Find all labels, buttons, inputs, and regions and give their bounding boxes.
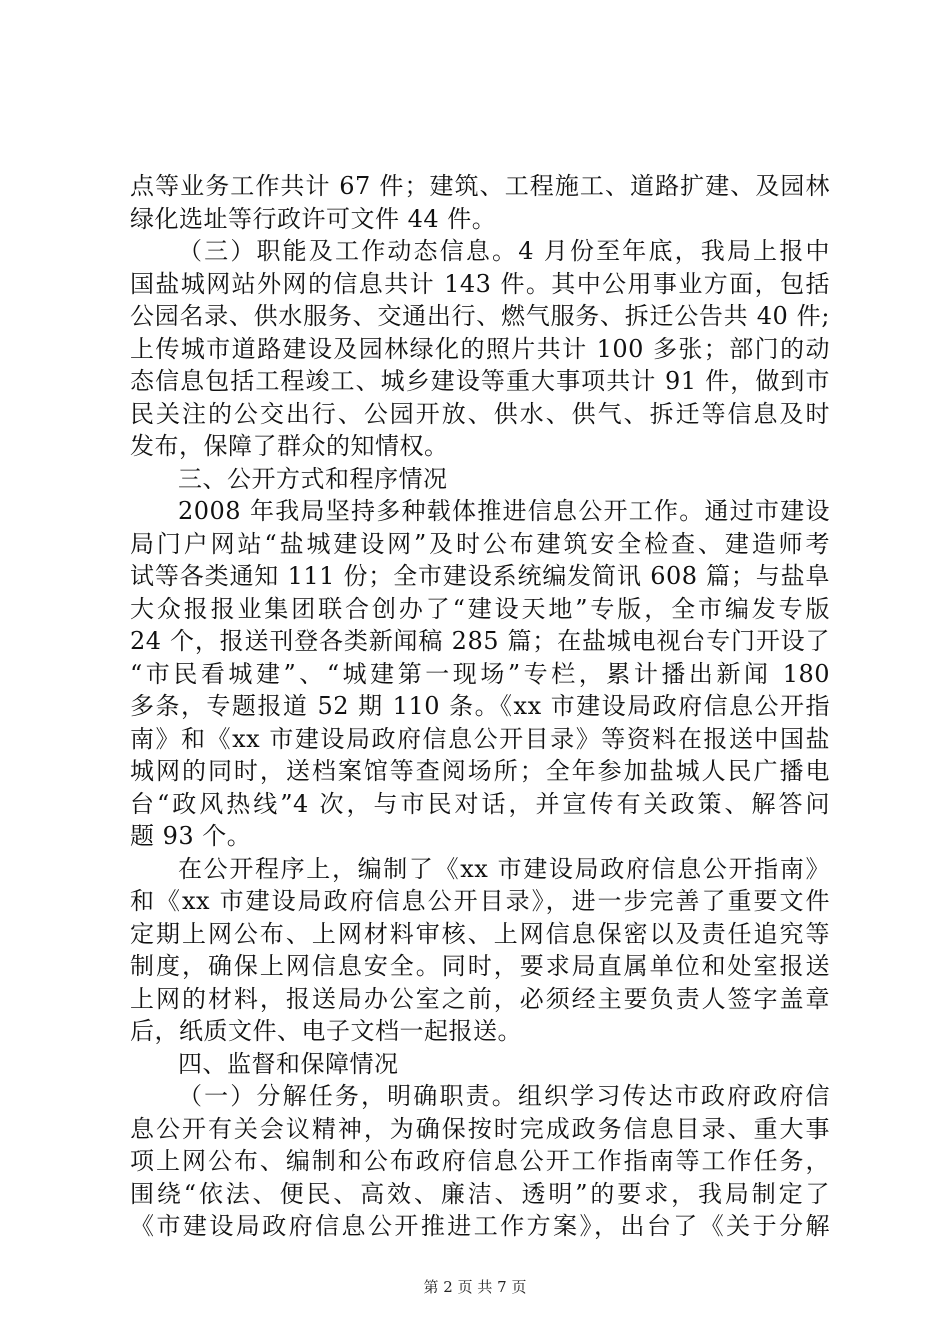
text-line: 后，纸质文件、电子文档一起报送。 — [130, 1017, 522, 1045]
text-line: 公园名录、供水服务、交通出行、燃气服务、拆迁公告共 40 件; — [130, 302, 830, 330]
text-line: “市民看城建”、“城建第一现场”专栏，累计播出新闻 180 — [130, 659, 830, 688]
text-line: 三、公开方式和程序情况 — [178, 464, 448, 493]
text-line: 2008 年我局坚持多种载体推进信息公开工作。通过市建设 — [178, 497, 830, 525]
document-body — [130, 170, 830, 1243]
text-line: 态信息包括工程竣工、城乡建设等重大事项共计 91 件，做到市 — [130, 367, 830, 395]
text-line: （三）职能及工作动态信息。4 月份至年底，我局上报中 — [178, 237, 830, 265]
text-line: 南》和《xx 市建设局政府信息公开目录》等资料在报送中国盐 — [130, 724, 830, 753]
text-line: 试等各类通知 111 份；全市建设系统编发简讯 608 篇；与盐阜 — [130, 562, 830, 590]
text-line: 上网的材料，报送局办公室之前，必须经主要负责人签字盖章 — [130, 984, 830, 1013]
text-line: 城网的同时，送档案馆等查阅场所；全年参加盐城人民广播电 — [130, 757, 830, 785]
text-line: 多条，专题报道 52 期 110 条。《xx 市建设局政府信息公开指 — [130, 692, 830, 720]
text-line: 发布，保障了群众的知情权。 — [130, 432, 449, 460]
text-line: 项上网公布、编制和公布政府信息公开工作指南等工作任务， — [130, 1147, 830, 1175]
text-line: 《市建设局政府信息公开推进工作方案》，出台了《关于分解 — [130, 1212, 830, 1240]
text-line: 局门户网站“盐城建设网”及时公布建筑安全检查、建造师考 — [130, 529, 830, 558]
text-line: （一）分解任务，明确职责。组织学习传达市政府政府信 — [178, 1082, 830, 1110]
text-line: 点等业务工作共计 67 件；建筑、工程施工、道路扩建、及园林 — [130, 172, 830, 200]
text-line: 上传城市道路建设及园林绿化的照片共计 100 多张；部门的动 — [130, 334, 830, 363]
text-line: 大众报报业集团联合创办了“建设天地”专版，全市编发专版 — [130, 594, 830, 623]
text-line: 在公开程序上，编制了《xx 市建设局政府信息公开指南》 — [178, 854, 830, 883]
text-line: 绿化选址等行政许可文件 44 件。 — [130, 204, 497, 233]
text-line: 制度，确保上网信息安全。同时，要求局直属单位和处室报送 — [130, 952, 830, 980]
text-line: 和《xx 市建设局政府信息公开目录》，进一步完善了重要文件 — [130, 887, 830, 915]
text-line: 国盐城网站外网的信息共计 143 件。其中公用事业方面，包括 — [130, 269, 830, 298]
text-line: 题 93 个。 — [130, 822, 252, 850]
page-footer: 第 2 页 共 7 页 — [423, 1278, 527, 1296]
text-line: 四、监督和保障情况 — [178, 1049, 399, 1078]
text-line: 息公开有关会议精神，为确保按时完成政务信息目录、重大事 — [130, 1114, 830, 1143]
text-line: 围绕“依法、便民、高效、廉洁、透明”的要求，我局制定了 — [130, 1179, 830, 1208]
text-line: 台“政风热线”4 次，与市民对话，并宣传有关政策、解答问 — [130, 789, 830, 818]
text-line: 民关注的公交出行、公园开放、供水、供气、拆迁等信息及时 — [130, 399, 830, 428]
text-line: 定期上网公布、上网材料审核、上网信息保密以及责任追究等 — [130, 919, 830, 948]
text-line: 24 个，报送刊登各类新闻稿 285 篇；在盐城电视台专门开设了 — [130, 627, 830, 655]
